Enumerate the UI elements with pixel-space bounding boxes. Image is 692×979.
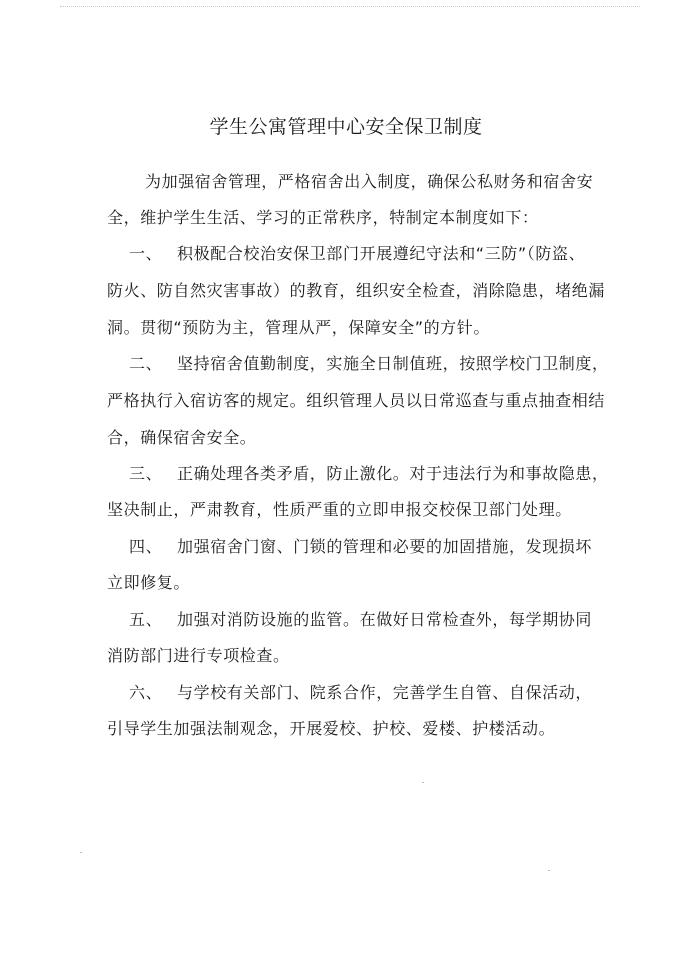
- section-4-first-text: 加强宿舍门窗、门锁的管理和必要的加固措施，发现损坏: [177, 537, 593, 556]
- section-2-line-3: 合，确保宿舍安全。: [107, 428, 257, 447]
- document-title: 学生公寓管理中心安全保卫制度: [209, 116, 483, 138]
- section-5-number: 五、: [129, 610, 163, 629]
- scan-speck: [80, 852, 82, 853]
- intro-line-1: 为加强宿舍管理，严格宿舍出入制度，确保公私财务和宿舍安: [145, 172, 594, 191]
- section-4-line-2: 立即修复。: [107, 573, 191, 592]
- section-2-number: 二、: [129, 354, 163, 373]
- section-3-first-line: [107, 464, 609, 484]
- section-6-number: 六、: [129, 683, 163, 702]
- intro-line-2: 全，维护学生生活、学习的正常秩序，特制定本制度如下：: [107, 208, 539, 227]
- section-1-number: 一、: [129, 244, 163, 263]
- section-2-first-text: 坚持宿舍值勤制度，实施全日制值班，按照学校门卫制度，: [177, 354, 609, 373]
- scan-speck: [548, 870, 550, 871]
- section-1-first-text: 积极配合校治安保卫部门开展遵纪守法和“三防”（防盗、: [177, 244, 586, 263]
- section-3-first-text: 正确处理各类矛盾，防止激化。对于违法行为和事故隐患，: [177, 464, 609, 483]
- section-1-first-line: [107, 244, 585, 264]
- section-4-number: 四、: [129, 537, 163, 556]
- section-5-first-text: 加强对消防设施的监管。在做好日常检查外，每学期协同: [177, 610, 593, 629]
- section-5-first-line: [107, 610, 592, 630]
- section-6-line-2: 引导学生加强法制观念，开展爱校、护校、爱楼、护楼活动。: [107, 719, 556, 738]
- section-6-first-line: [107, 683, 592, 703]
- section-2-line-2: 严格执行入宿访客的规定。组织管理人员以日常巡查与重点抽查相结: [107, 391, 606, 410]
- section-5-line-2: 消防部门进行专项检查。: [107, 646, 290, 665]
- section-3-number: 三、: [129, 464, 163, 483]
- scan-speck: [422, 782, 424, 783]
- section-2-first-line: [107, 354, 609, 374]
- section-3-line-2: 坚决制止，严肃教育，性质严重的立即申报交校保卫部门处理。: [107, 500, 572, 519]
- scan-artifact-line: [60, 6, 640, 8]
- section-6-first-text: 与学校有关部门、院系合作，完善学生自管、自保活动，: [177, 683, 593, 702]
- section-1-line-3: 洞。贯彻“预防为主，管理从严，保障安全”的方针。: [107, 318, 490, 337]
- section-1-line-2: 防火、防自然灾害事故）的教育，组织安全检查，消除隐患，堵绝漏: [107, 281, 606, 300]
- section-4-first-line: [107, 537, 592, 557]
